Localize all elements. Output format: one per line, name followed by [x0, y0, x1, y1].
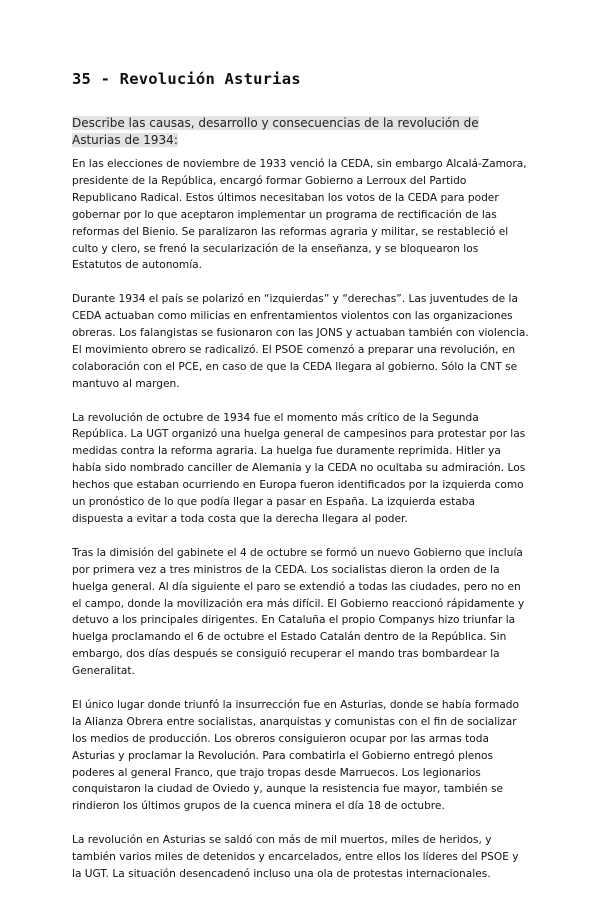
- page-title: 35 - Revolución Asturias: [72, 70, 301, 88]
- question-text: Describe las causas, desarrollo y consecuencias de la revolución de Asturias de 1934:: [72, 116, 479, 147]
- paragraph-1: En las elecciones de noviembre de 1933 venció la CEDA, sin embargo Alcalá-Zamora, presidente de la República, encargó formar Gobierno a Lerroux del Partido Republicano Radical. Estos últimos necesitaban los votos de la CEDA para poder gobernar por lo que aceptaron implementar un programa de rectificación de las reformas del Bienio. Se paralizaron las reformas agraria y militar, se restableció el culto y clero, se frenó la secularización de la enseñanza, y se bloquearon los Estatutos de autonomía.: [72, 158, 527, 272]
- paragraph-6: La revolución en Asturias se saldó con más de mil muertos, miles de heridos, y también varios miles de detenidos y encarcelados, entre ellos los líderes del PSOE y la UGT. La situación desencadenó incluso una ola de protestas internacionales.: [72, 834, 519, 880]
- paragraph-4: Tras la dimisión del gabinete el 4 de octubre se formó un nuevo Gobierno que incluía por primera vez a tres ministros de la CEDA. Los socialistas dieron la orden de la huelga general. Al día siguiente el paro se extendió a todas las ciudades, pero no en el campo, donde la movilización era más difícil. El Gobierno reaccionó rápidamente y detuvo a los principales dirigentes. En Cataluña el propio Companys hizo triunfar la huelga proclamando el 6 de octubre el Estado Catalán dentro de la República. Sin embargo, dos días después se consiguió recuperar el mando tras bombardear la Generalitat.: [72, 546, 525, 678]
- question-heading: [72, 115, 528, 149]
- paragraph-3: La revolución de octubre de 1934 fue el momento más crítico de la Segunda República. La UGT organizó una huelga general de campesinos para protestar por las medidas contra la reforma agraria. La huelga fue duramente reprimida. Hitler ya había sido nombrado canciller de Alemania y la CEDA no ocultaba su admiración. Los hechos que estaban ocurriendo en Europa fueron identificados por la izquierda como un pronóstico de lo que podía llegar a pasar en España. La izquierda estaba dispuesta a evitar a toda costa que la derecha llegara al poder.: [72, 411, 526, 525]
- paragraph-5: El único lugar donde triunfó la insurrección fue en Asturias, donde se había formado la Alianza Obrera entre socialistas, anarquistas y comunistas con el fin de socializar los medios de producción. Los obreros consiguieron ocupar por las armas toda Asturias y proclamar la Revolución. Para combatirla el Gobierno entregó plenos poderes al general Franco, que trajo tropas desde Marruecos. Los legionarios conquistaron la ciudad de Oviedo y, aunque la resistencia fue mayor, también se rindieron los últimos grupos de la cuenca minera el día 18 de octubre.: [72, 698, 519, 813]
- document-body: [72, 156, 529, 900]
- paragraph-2: Durante 1934 el país se polarizó en “izquierdas” y “derechas”. Las juventudes de la CEDA actuaban como milicias en enfrentamientos violentos con las organizaciones obreras. Los falangistas se fusionaron con las JONS y actuaban también con violencia. El movimiento obrero se radicalizó. El PSOE comenzó a preparar una revolución, en colaboración con el PCE, en caso de que la CEDA llegara al gobierno. Sólo la CNT se mantuvo al margen.: [72, 293, 529, 390]
